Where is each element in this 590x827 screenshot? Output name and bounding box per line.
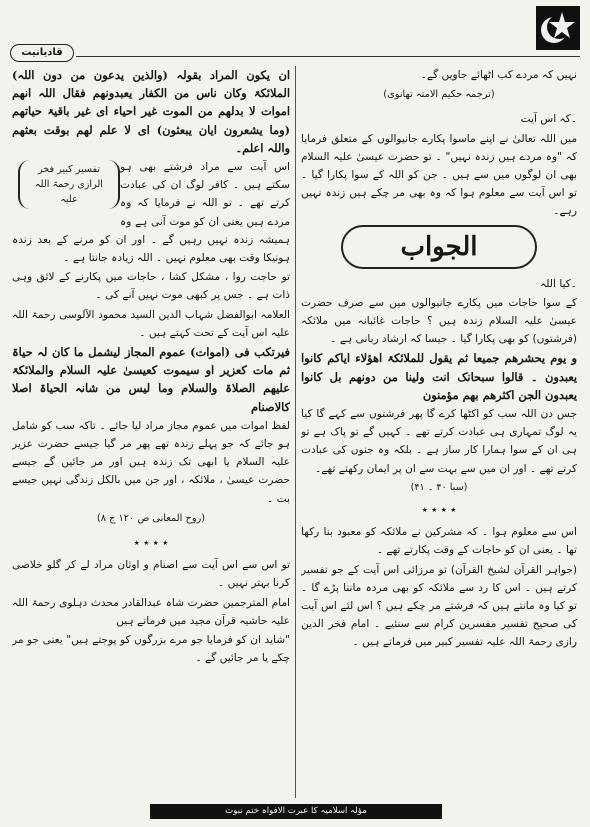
star-crescent-glyph	[538, 8, 578, 48]
right-paragraph-5: کے سوا حاجات میں پکارے جانیوالوں میں سے صرف حضرت عیسیٰ علیہ السلام زندہ ہیں ؟ حاجات غائبانہ میں ملائکہ (فرشتوں) کو بھی پکارا گیا ۔ جیسا کہ ارشاد ربانی ہے ۔	[301, 296, 577, 346]
tafsir-kabir-citation: تفسیر کبیر فخر الرازی رحمۃ اللہ علیہ	[18, 160, 120, 209]
right-column	[301, 66, 577, 796]
tafsir-kabir-arabic: ان یکون المراد بقولہ (والذین یدعون من دون اللہ) الملائکۃ وکان ناس من الکفار یعبدونھم فقال اللہ انھم اموات لا بدلھم من الموت غیر احیاء ای غیر باقیۃ حیاتھم (وما یشعرون ایان یبعثون) ای لا علم لھم بوقت بعثھم واللہ اعلم۔	[12, 68, 290, 155]
answer-heading: الجواب	[341, 225, 537, 269]
right-paragraph-9: (جواہر القرآن لشیخ القرآن) تو مرزائی اس آیت کے جو تفسیر کرتے ہیں ۔ اس کا رد سے ملائکہ کو بھی مردہ ماننا پڑے گا ۔ تو کیا وہ مانتے ہیں کہ فرشتے مر چکے ہیں ؟ اس لئے اس آیت کی صحیح تفسیر مفسرین کرام سے سنئیے ۔ امام فخر الدین رازی رحمۃ اللہ علیہ تفسیر کبیر میں فرماتے ہیں ۔	[301, 563, 577, 649]
star-crescent-logo-icon	[536, 6, 580, 50]
right-paragraph-3: میں اللہ تعالیٰ نے اپنے ماسوا پکارے جانیوالوں کے متعلق فرمایا کہ "وہ مردے ہیں زندہ نہیں" ۔ تو حضرت عیسیٰ علیہ السلام بھی ان لوگوں میں سے ہیں ۔ جن کو اللہ کے سوا پکارا گیا ۔ تو اس آیت سے معلوم ہوا کہ وہ بھی مر چکے ہیں زندہ نہیں رہے۔	[301, 132, 577, 218]
column-divider	[295, 66, 296, 798]
left-paragraph-9: "شاید ان کو فرمایا جو مرے بزرگوں کو پوجتے ہیں" یعنی جو مر چکے یا مر جائیں گے ۔	[12, 634, 290, 665]
section-separator: ٭ ٭ ٭ ٭	[421, 503, 457, 517]
header-divider	[76, 56, 580, 57]
ruh-al-maani-translation: لفظ اموات میں عموم مجاز مراد لیا جائے ۔ تاکہ سب کو شامل ہو جائے کہ جو پہلے زندہ تھے پھر مر گیا جیسے حضرت عزیر علیہ السلام یا ابھی تک زندہ ہیں اور مر جائیں گے جیسے حضرت عیسیٰ ، ملائکہ ، اور جن میں بالکل زندگی نہیں جیسے بت ۔	[12, 419, 290, 505]
tafsir-kabir-translation: اس آیت سے مراد فرشتے بھی ہو سکتے ہیں ۔ کافر لوگ ان کی عبادت کرتے تھے ۔ تو اللہ نے فرمایا کہ وہ مردے ہیں یعنی ان کو موت آنی ہے وہ ہمیشہ زندہ نہیں رہیں گے ۔ اور ان کو مرنے کے بعد زندہ ہونیکا وقت بھی معلوم نہیں ۔ اللہ زیادہ جانتا ہے ۔	[12, 161, 290, 265]
ruh-al-maani-arabic: فیرتکب فی (اموات) عموم المجاز لیشمل ما کان لہ حیاۃ ثم مات کعزیر او سیموت کعیسیٰ علیہ السلام والملائکۃ علیھم الصلاۃ والسلام وما لیس من شانہ الحیاۃ اصلا کالاصنام	[12, 345, 290, 414]
right-paragraph-1: نہیں کہ مردے کب اٹھائے جاویں گے۔	[420, 69, 577, 81]
right-paragraph-8: اس سے معلوم ہوا ۔ کہ مشرکین نے ملائکہ کو معبود بنا رکھا تھا ۔ یعنی ان کو حاجات کے وقت پکارتے تھے ۔	[301, 526, 577, 557]
left-paragraph-4: العلامہ ابوالفضل شہاب الدین السید محمود الآلوسی رحمۃ اللہ علیہ اس آیت کے تحت کہتے ہیں ۔	[12, 308, 290, 339]
verse-translation: جس دن اللہ سب کو اکٹھا کرے گا پھر فرشتوں سے کہے گا کیا یہ لوگ تمہاری ہی عبادت کرتے تھے ۔ کہیں گے تو پاک ہے تو ہی ان کے سوا ہمارا کار ساز ہے ۔ بلکہ وہ جنوں کی عبادت کرتے تھے ۔ اور ان میں سے بہت سے ان پر ایمان رکھتے تھے۔	[301, 408, 577, 475]
right-paragraph-4: ۔کیا اللہ	[540, 277, 577, 290]
left-column	[12, 66, 290, 796]
magazine-name-label: قادیانیت	[10, 44, 74, 62]
left-paragraph-7: تو اس سے اس آیت سے اصنام و اوثان مراد لے کر گلو خلاصی کرنا بہتر نہیں ۔	[12, 559, 290, 590]
translation-reference: (ترجمہ حکیم الامتہ تھانوی)	[383, 89, 495, 101]
quran-verse-text: و یوم یحشرھم جمیعا ثم یقول للملائکۃ اھؤلاء ایاکم کانوا یعبدون ۔ قالوا سبحانک انت ولینا من دونھم بل کانوا یعبدون الجن اکثرھم بھم مؤمنون	[301, 351, 577, 402]
right-paragraph-2: ۔کہ اس آیت	[520, 113, 577, 126]
section-separator-left: ٭ ٭ ٭ ٭	[133, 536, 169, 550]
left-paragraph-3: تو حاجت روا ، مشکل کشا ، حاجات میں پکارنے کے لائق وہی ذات ہے ۔ جس پر کبھی موت نہیں آنے کی ۔	[12, 271, 290, 302]
verse-reference: (سبا ۴۰ ۔ ۴۱)	[410, 481, 468, 493]
left-paragraph-8: امام المترجمین حضرت شاہ عبدالقادر محدث دہلوی رحمۃ اللہ علیہ حاشیہ قرآن مجید میں فرماتے ہیں	[12, 596, 290, 627]
ruh-al-maani-reference: (روح المعانی ص ۱۲۰ ج ۸)	[96, 512, 206, 524]
page-header	[6, 6, 584, 56]
page-footer-banner: مؤلہ اسلامیہ کا عبرت الافواہ ختم نبوت	[150, 804, 442, 819]
